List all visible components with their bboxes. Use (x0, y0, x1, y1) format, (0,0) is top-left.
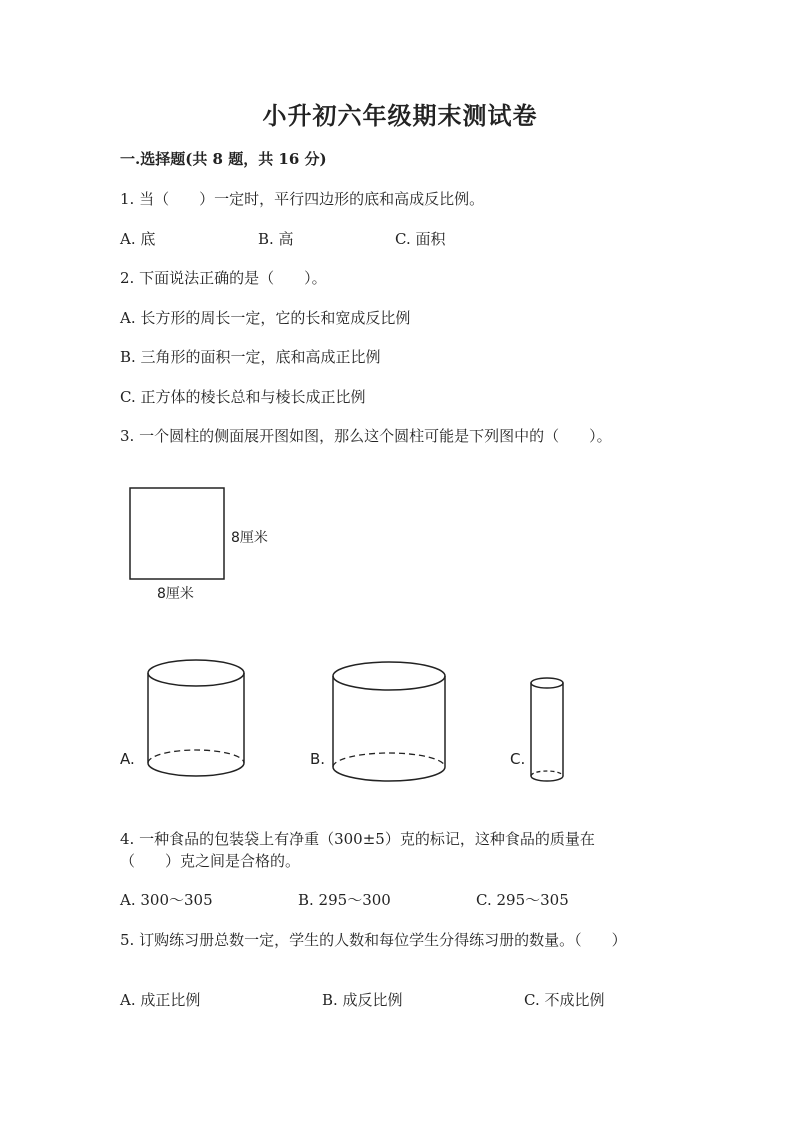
question-5: 5. 订购练习册总数一定，学生的人数和每位学生分得练习册的数量。（ ） (120, 931, 627, 949)
cylinder-c (531, 678, 563, 781)
q3-option-a: A. (120, 750, 135, 768)
q2-option-c: C. 正方体的棱长总和与棱长成正比例 (120, 388, 366, 406)
page-title: 小升初六年级期末测试卷 (262, 101, 538, 130)
question-2: 2. 下面说法正确的是（ ）。 (120, 269, 327, 287)
question-4-line-1: 4. 一种食品的包装袋上有净重（300±5）克的标记，这种食品的质量在 (120, 830, 595, 848)
cylinder-a (148, 660, 244, 776)
q3-option-c: C. (510, 750, 526, 768)
side-length-label: 8厘米 (231, 530, 268, 546)
q5-option-a: A. 成正比例 (120, 991, 201, 1009)
bottom-length-label: 8厘米 (157, 586, 194, 602)
q4-option-c: C. 295～305 (476, 891, 569, 909)
section-heading: 一.选择题(共 8 题，共 16 分) (120, 150, 327, 168)
q1-option-b: B. 高 (258, 230, 294, 248)
q1-option-a: A. 底 (120, 230, 156, 248)
q2-option-a: A. 长方形的周长一定，它的长和宽成反比例 (120, 309, 411, 327)
cylinder-b (333, 662, 445, 781)
question-3: 3. 一个圆柱的侧面展开图如图，那么这个圆柱可能是下列图中的（ ）。 (120, 427, 612, 445)
q4-option-b: B. 295～300 (298, 891, 391, 909)
square-outline (130, 488, 224, 579)
q3-option-b: B. (310, 750, 326, 768)
question-4-line-2: （ ）克之间是合格的。 (120, 852, 301, 870)
cylinder-options-figure (0, 650, 800, 795)
unfolded-square-figure (0, 470, 800, 620)
q5-option-c: C. 不成比例 (524, 991, 605, 1009)
q2-option-b: B. 三角形的面积一定，底和高成正比例 (120, 348, 381, 366)
q1-option-c: C. 面积 (395, 230, 446, 248)
question-1: 1. 当（ ）一定时，平行四边形的底和高成反比例。 (120, 190, 485, 208)
q4-option-a: A. 300～305 (120, 891, 213, 909)
q5-option-b: B. 成反比例 (322, 991, 403, 1009)
